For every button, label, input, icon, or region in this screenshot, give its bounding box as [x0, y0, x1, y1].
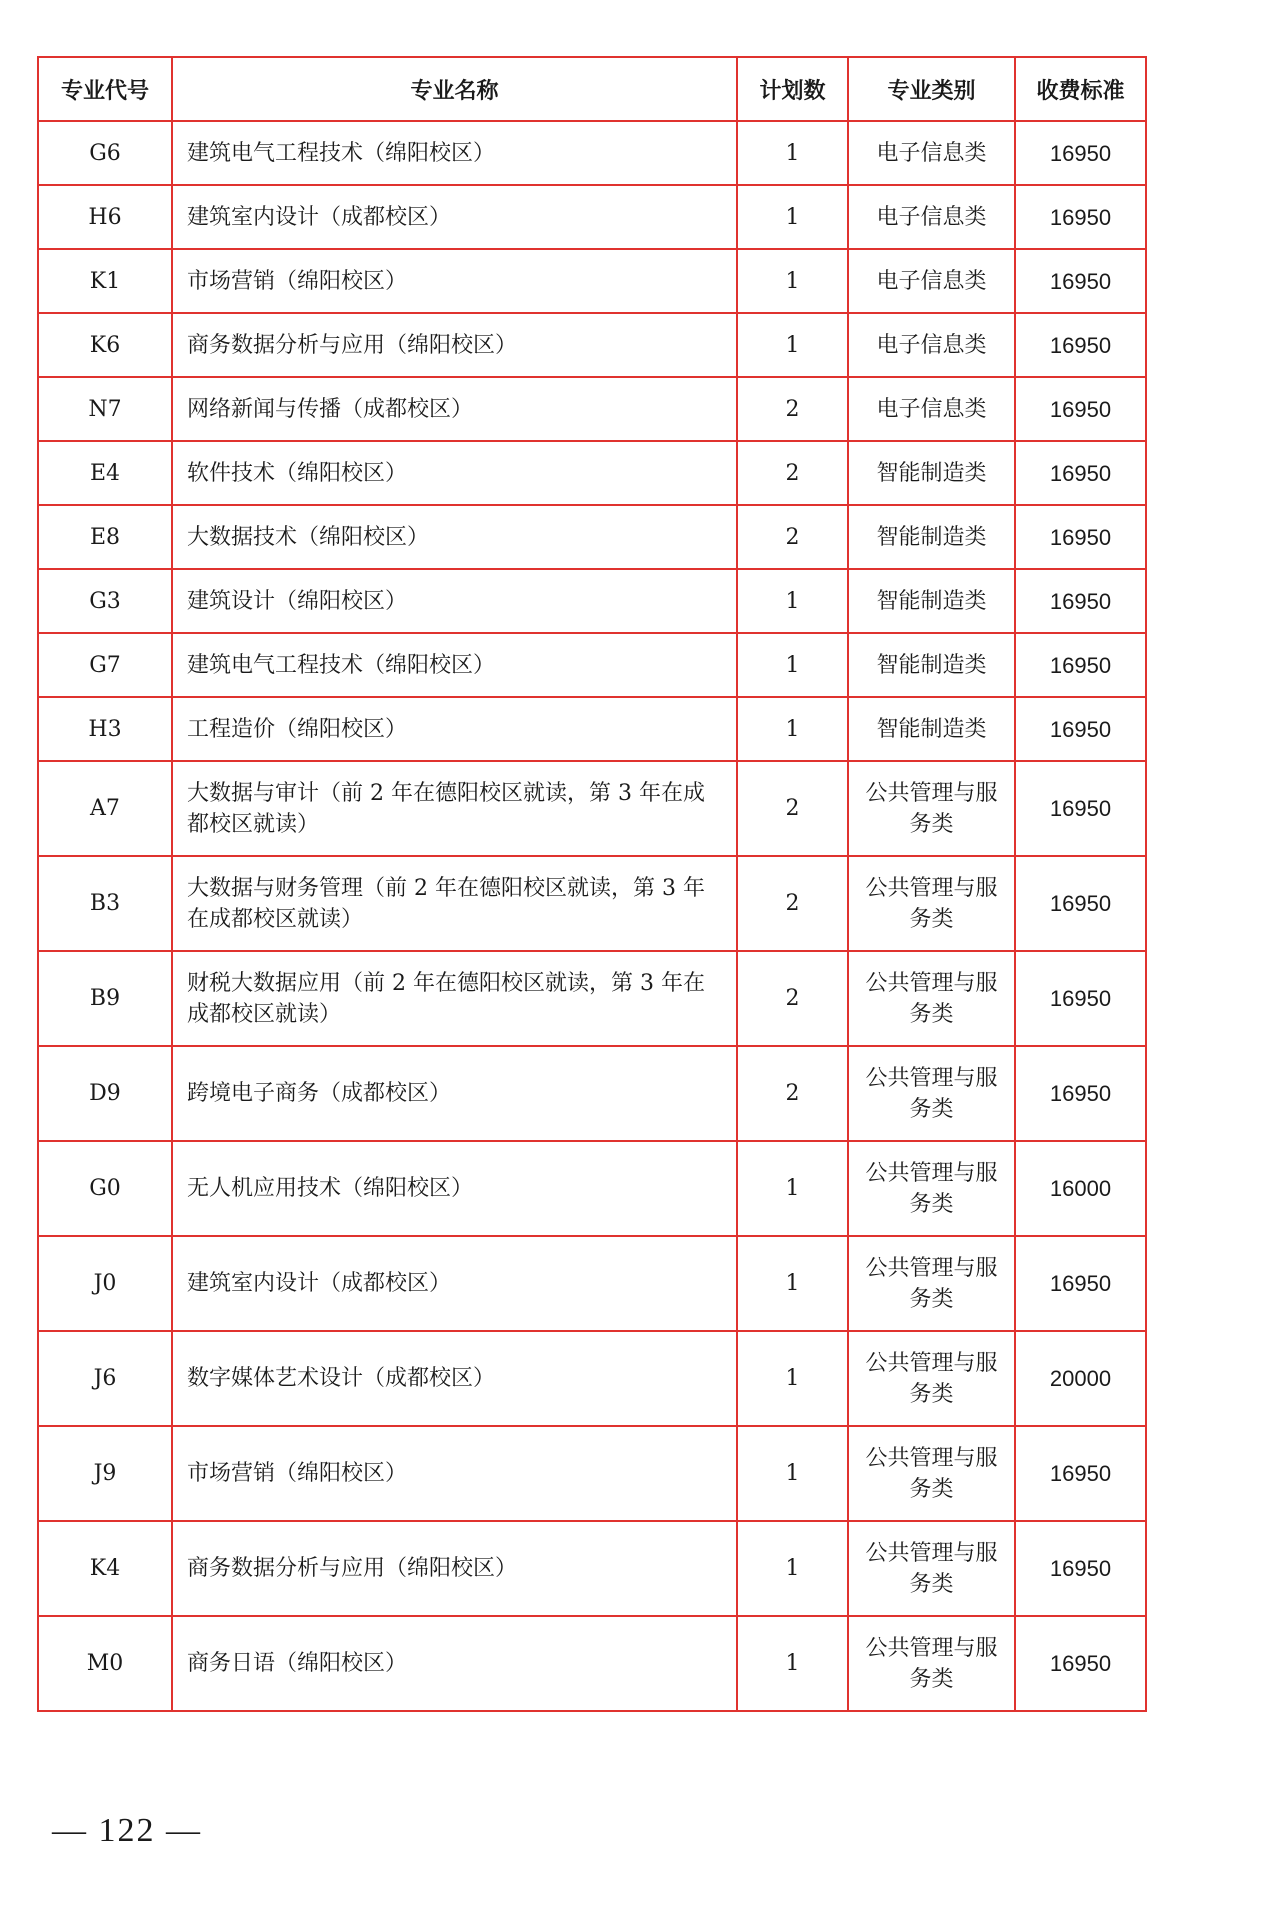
cell-plan: 2 [737, 377, 848, 441]
table-row [38, 249, 1146, 313]
table-row [38, 569, 1146, 633]
cell-fee: 16950 [1015, 856, 1146, 951]
cell-name: 工程造价（绵阳校区） [172, 697, 737, 761]
cell-category: 智能制造类 [848, 505, 1015, 569]
cell-category: 电子信息类 [848, 185, 1015, 249]
enrollment-plan-table [37, 56, 1147, 1712]
cell-code: J9 [38, 1426, 172, 1521]
cell-code: G6 [38, 121, 172, 185]
cell-fee: 16950 [1015, 377, 1146, 441]
cell-category: 公共管理与服务类 [848, 1046, 1015, 1141]
cell-plan: 1 [737, 1141, 848, 1236]
cell-plan: 1 [737, 1236, 848, 1331]
header-name: 专业名称 [172, 57, 737, 121]
cell-fee: 16950 [1015, 185, 1146, 249]
table-row [38, 505, 1146, 569]
cell-plan: 2 [737, 951, 848, 1046]
cell-fee: 16950 [1015, 441, 1146, 505]
cell-name: 商务日语（绵阳校区） [172, 1616, 737, 1711]
header-plan: 计划数 [737, 57, 848, 121]
cell-fee: 16950 [1015, 951, 1146, 1046]
cell-plan: 2 [737, 856, 848, 951]
cell-plan: 2 [737, 761, 848, 856]
cell-fee: 16950 [1015, 313, 1146, 377]
cell-category: 电子信息类 [848, 313, 1015, 377]
cell-plan: 1 [737, 697, 848, 761]
cell-plan: 1 [737, 1521, 848, 1616]
cell-plan: 1 [737, 633, 848, 697]
cell-category: 电子信息类 [848, 249, 1015, 313]
cell-code: H6 [38, 185, 172, 249]
table-row [38, 1616, 1146, 1711]
cell-plan: 1 [737, 121, 848, 185]
cell-code: A7 [38, 761, 172, 856]
cell-plan: 2 [737, 505, 848, 569]
cell-fee: 16950 [1015, 121, 1146, 185]
page-number: — 122 — [52, 1812, 202, 1849]
cell-plan: 2 [737, 1046, 848, 1141]
cell-category: 公共管理与服务类 [848, 856, 1015, 951]
cell-name: 软件技术（绵阳校区） [172, 441, 737, 505]
cell-code: D9 [38, 1046, 172, 1141]
cell-plan: 1 [737, 313, 848, 377]
cell-name: 商务数据分析与应用（绵阳校区） [172, 313, 737, 377]
cell-name: 商务数据分析与应用（绵阳校区） [172, 1521, 737, 1616]
cell-name: 大数据与财务管理（前 2 年在德阳校区就读，第 3 年在成都校区就读） [172, 856, 737, 951]
cell-code: K6 [38, 313, 172, 377]
cell-code: E4 [38, 441, 172, 505]
cell-fee: 16950 [1015, 1616, 1146, 1711]
cell-name: 市场营销（绵阳校区） [172, 1426, 737, 1521]
cell-category: 公共管理与服务类 [848, 1141, 1015, 1236]
cell-fee: 16950 [1015, 249, 1146, 313]
cell-category: 公共管理与服务类 [848, 1236, 1015, 1331]
table-row [38, 1521, 1146, 1616]
cell-code: G7 [38, 633, 172, 697]
cell-name: 建筑设计（绵阳校区） [172, 569, 737, 633]
cell-code: H3 [38, 697, 172, 761]
cell-category: 电子信息类 [848, 377, 1015, 441]
cell-fee: 20000 [1015, 1331, 1146, 1426]
header-category: 专业类别 [848, 57, 1015, 121]
cell-fee: 16950 [1015, 1236, 1146, 1331]
cell-name: 建筑室内设计（成都校区） [172, 185, 737, 249]
header-code: 专业代号 [38, 57, 172, 121]
cell-fee: 16950 [1015, 1426, 1146, 1521]
table-row [38, 1236, 1146, 1331]
cell-category: 公共管理与服务类 [848, 1521, 1015, 1616]
table-row [38, 377, 1146, 441]
cell-code: E8 [38, 505, 172, 569]
table-header-row [38, 57, 1146, 121]
cell-plan: 1 [737, 569, 848, 633]
cell-category: 智能制造类 [848, 441, 1015, 505]
cell-name: 无人机应用技术（绵阳校区） [172, 1141, 737, 1236]
cell-fee: 16950 [1015, 1046, 1146, 1141]
cell-fee: 16950 [1015, 569, 1146, 633]
table-row [38, 1426, 1146, 1521]
cell-name: 跨境电子商务（成都校区） [172, 1046, 737, 1141]
cell-plan: 1 [737, 1331, 848, 1426]
cell-fee: 16950 [1015, 633, 1146, 697]
cell-name: 建筑室内设计（成都校区） [172, 1236, 737, 1331]
cell-plan: 1 [737, 1616, 848, 1711]
cell-plan: 1 [737, 185, 848, 249]
cell-fee: 16950 [1015, 1521, 1146, 1616]
cell-name: 数字媒体艺术设计（成都校区） [172, 1331, 737, 1426]
table-row [38, 441, 1146, 505]
cell-code: K1 [38, 249, 172, 313]
table-row [38, 185, 1146, 249]
cell-plan: 1 [737, 249, 848, 313]
cell-name: 市场营销（绵阳校区） [172, 249, 737, 313]
cell-fee: 16950 [1015, 697, 1146, 761]
cell-code: K4 [38, 1521, 172, 1616]
table-row [38, 1046, 1146, 1141]
cell-category: 智能制造类 [848, 697, 1015, 761]
table-row [38, 1331, 1146, 1426]
cell-name: 大数据技术（绵阳校区） [172, 505, 737, 569]
cell-category: 智能制造类 [848, 569, 1015, 633]
cell-code: J0 [38, 1236, 172, 1331]
table-row [38, 697, 1146, 761]
cell-category: 公共管理与服务类 [848, 761, 1015, 856]
cell-plan: 2 [737, 441, 848, 505]
cell-plan: 1 [737, 1426, 848, 1521]
cell-fee: 16950 [1015, 761, 1146, 856]
cell-code: J6 [38, 1331, 172, 1426]
cell-category: 公共管理与服务类 [848, 1426, 1015, 1521]
table-row [38, 1141, 1146, 1236]
cell-name: 财税大数据应用（前 2 年在德阳校区就读，第 3 年在成都校区就读） [172, 951, 737, 1046]
cell-category: 公共管理与服务类 [848, 1616, 1015, 1711]
cell-name: 建筑电气工程技术（绵阳校区） [172, 121, 737, 185]
table-row [38, 121, 1146, 185]
table-row [38, 951, 1146, 1046]
cell-code: G3 [38, 569, 172, 633]
cell-category: 智能制造类 [848, 633, 1015, 697]
cell-code: B3 [38, 856, 172, 951]
header-fee: 收费标准 [1015, 57, 1146, 121]
table-row [38, 761, 1146, 856]
table-row [38, 633, 1146, 697]
cell-name: 网络新闻与传播（成都校区） [172, 377, 737, 441]
cell-name: 大数据与审计（前 2 年在德阳校区就读，第 3 年在成都校区就读） [172, 761, 737, 856]
cell-fee: 16000 [1015, 1141, 1146, 1236]
cell-name: 建筑电气工程技术（绵阳校区） [172, 633, 737, 697]
table-row [38, 313, 1146, 377]
cell-fee: 16950 [1015, 505, 1146, 569]
cell-code: N7 [38, 377, 172, 441]
cell-code: G0 [38, 1141, 172, 1236]
cell-code: B9 [38, 951, 172, 1046]
cell-category: 公共管理与服务类 [848, 951, 1015, 1046]
cell-category: 电子信息类 [848, 121, 1015, 185]
table-row [38, 856, 1146, 951]
cell-category: 公共管理与服务类 [848, 1331, 1015, 1426]
cell-code: M0 [38, 1616, 172, 1711]
